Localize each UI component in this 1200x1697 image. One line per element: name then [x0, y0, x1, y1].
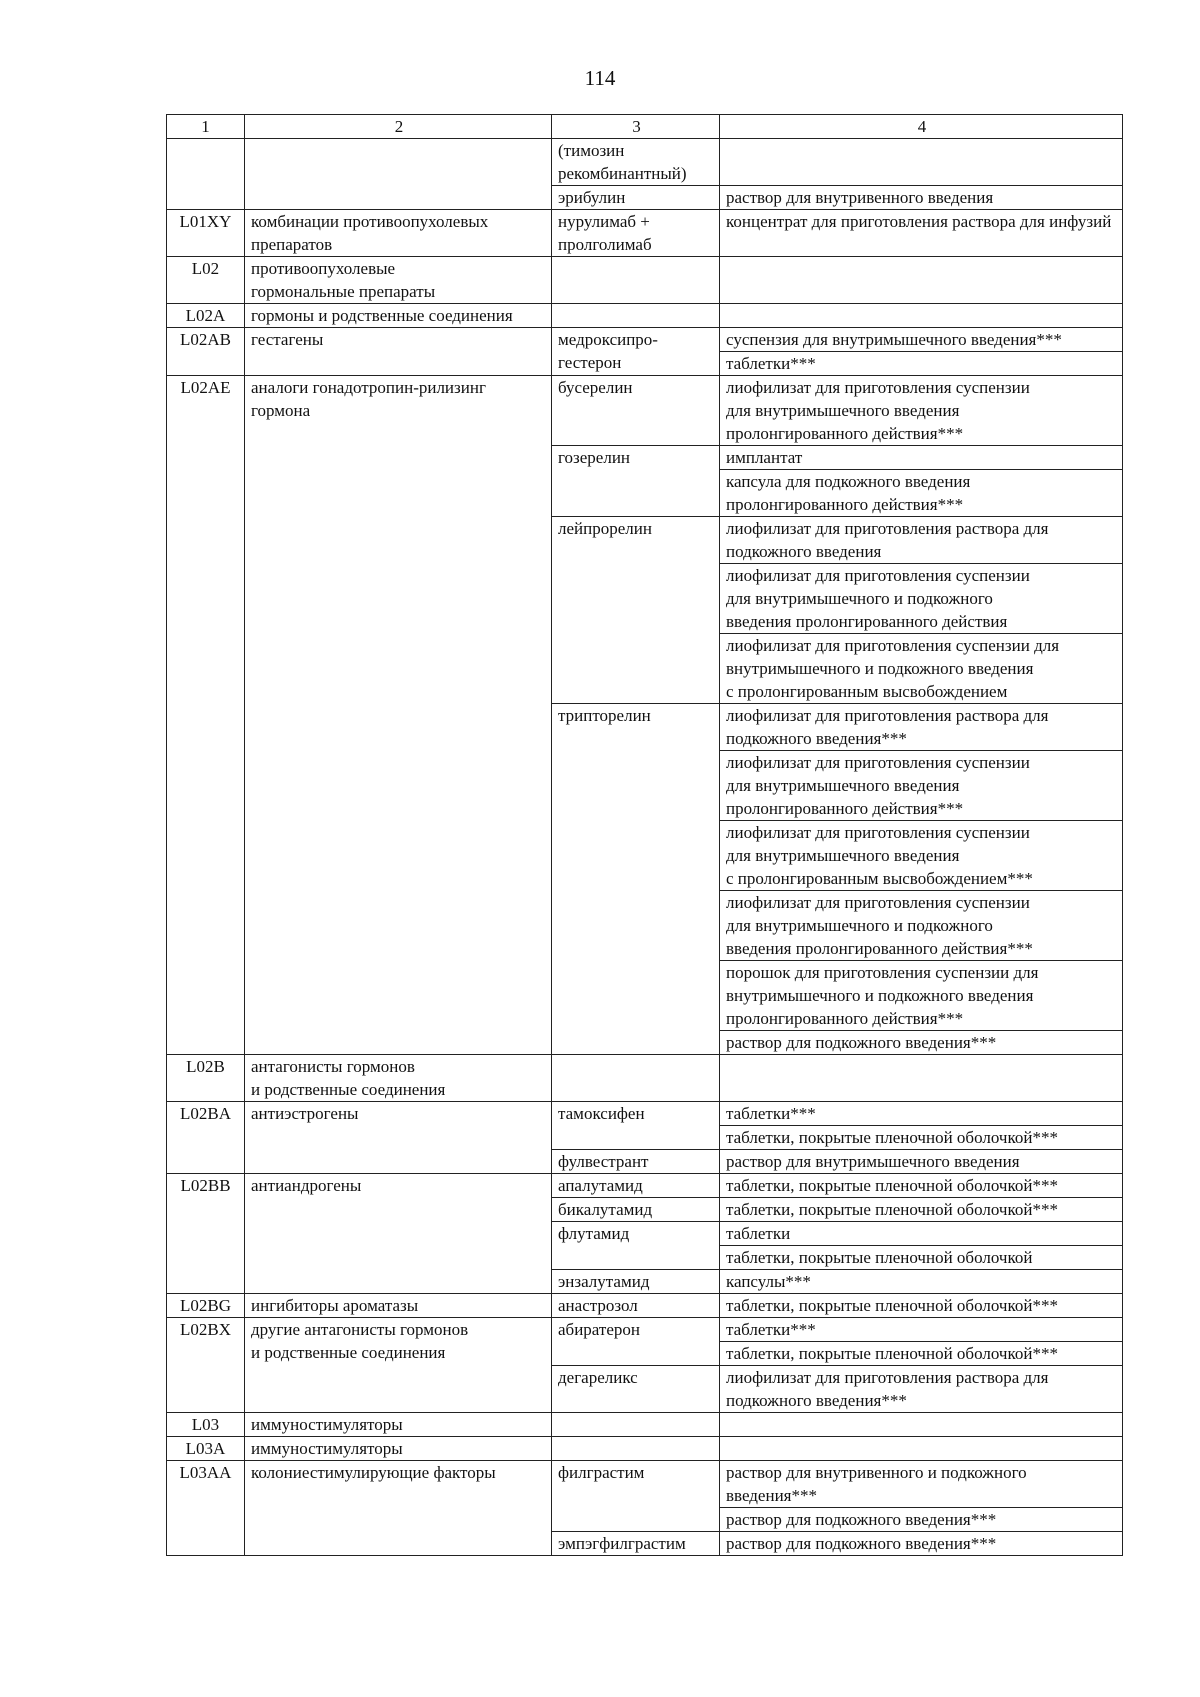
dosage-form-cell: таблетки: [720, 1222, 1123, 1246]
dosage-form-cell: [720, 1413, 1123, 1437]
dosage-form-cell: раствор для внутривенного и подкожного введения***: [720, 1461, 1123, 1508]
drug-name-cell: [552, 257, 720, 304]
table-body: [167, 115, 1123, 1556]
dosage-form-cell: раствор для внутривенного введения: [720, 186, 1123, 210]
drug-name-cell: бикалутамид: [552, 1198, 720, 1222]
atc-code-cell: L03: [167, 1413, 245, 1437]
group-name-cell: другие антагонисты гормонов и родственные соединения: [245, 1318, 552, 1413]
dosage-form-cell: таблетки, покрытые пленочной оболочкой***: [720, 1294, 1123, 1318]
table-row: [167, 1413, 1123, 1437]
dosage-form-cell: лиофилизат для приготовления суспензии для внутримышечного и подкожного введения пролонгированного действия***: [720, 891, 1123, 961]
atc-code-cell: L02B: [167, 1055, 245, 1102]
dosage-form-cell: капсулы***: [720, 1270, 1123, 1294]
drug-name-cell: трипторелин: [552, 704, 720, 1055]
table-row: [167, 257, 1123, 304]
group-name-cell: противоопухолевые гормональные препараты: [245, 257, 552, 304]
atc-code-cell: [167, 139, 245, 210]
atc-code-cell: L02BG: [167, 1294, 245, 1318]
table-row: [167, 376, 1123, 446]
dosage-form-cell: таблетки, покрытые пленочной оболочкой***: [720, 1198, 1123, 1222]
atc-code-cell: L02A: [167, 304, 245, 328]
group-name-cell: иммуностимуляторы: [245, 1413, 552, 1437]
drug-name-cell: флутамид: [552, 1222, 720, 1270]
table-row: [167, 1318, 1123, 1342]
drug-name-cell: [552, 1413, 720, 1437]
atc-code-cell: L02: [167, 257, 245, 304]
atc-code-cell: L02AE: [167, 376, 245, 1055]
drug-name-cell: апалутамид: [552, 1174, 720, 1198]
drug-name-cell: медроксипро- гестерон: [552, 328, 720, 376]
group-name-cell: комбинации противоопухолевых препаратов: [245, 210, 552, 257]
drug-name-cell: [552, 1437, 720, 1461]
header-cell: 2: [245, 115, 552, 139]
dosage-form-cell: суспензия для внутримышечного введения***: [720, 328, 1123, 352]
group-name-cell: [245, 139, 552, 210]
table-row: [167, 1174, 1123, 1198]
atc-code-cell: L02BA: [167, 1102, 245, 1174]
dosage-form-cell: [720, 1055, 1123, 1102]
group-name-cell: антагонисты гормонов и родственные соединения: [245, 1055, 552, 1102]
group-name-cell: иммуностимуляторы: [245, 1437, 552, 1461]
dosage-form-cell: имплантат: [720, 446, 1123, 470]
table-header-row: [167, 115, 1123, 139]
drug-name-cell: лейпрорелин: [552, 517, 720, 704]
table-row: [167, 1055, 1123, 1102]
drug-table: [166, 114, 1123, 1556]
dosage-form-cell: порошок для приготовления суспензии для внутримышечного и подкожного введения пролонгированного действия***: [720, 961, 1123, 1031]
dosage-form-cell: таблетки***: [720, 1318, 1123, 1342]
dosage-form-cell: таблетки, покрытые пленочной оболочкой***: [720, 1174, 1123, 1198]
dosage-form-cell: раствор для подкожного введения***: [720, 1532, 1123, 1556]
dosage-form-cell: таблетки, покрытые пленочной оболочкой***: [720, 1342, 1123, 1366]
dosage-form-cell: таблетки***: [720, 352, 1123, 376]
group-name-cell: ингибиторы ароматазы: [245, 1294, 552, 1318]
atc-code-cell: L02AB: [167, 328, 245, 376]
group-name-cell: гормоны и родственные соединения: [245, 304, 552, 328]
table-row: [167, 139, 1123, 186]
atc-code-cell: L03AA: [167, 1461, 245, 1556]
dosage-form-cell: лиофилизат для приготовления суспензии для внутримышечного и подкожного введения пролонгированного действия: [720, 564, 1123, 634]
table-row: [167, 1437, 1123, 1461]
drug-name-cell: нурулимаб + пролголимаб: [552, 210, 720, 257]
drug-name-cell: бусерелин: [552, 376, 720, 446]
atc-code-cell: L02BB: [167, 1174, 245, 1294]
dosage-form-cell: лиофилизат для приготовления суспензии для внутримышечного введения пролонгированного действия***: [720, 751, 1123, 821]
dosage-form-cell: таблетки, покрытые пленочной оболочкой: [720, 1246, 1123, 1270]
atc-code-cell: L03A: [167, 1437, 245, 1461]
drug-name-cell: [552, 1055, 720, 1102]
dosage-form-cell: лиофилизат для приготовления раствора для подкожного введения***: [720, 1366, 1123, 1413]
drug-name-cell: анастрозол: [552, 1294, 720, 1318]
dosage-form-cell: [720, 1437, 1123, 1461]
dosage-form-cell: [720, 304, 1123, 328]
group-name-cell: антиандрогены: [245, 1174, 552, 1294]
dosage-form-cell: раствор для подкожного введения***: [720, 1508, 1123, 1532]
dosage-form-cell: раствор для подкожного введения***: [720, 1031, 1123, 1055]
dosage-form-cell: капсула для подкожного введения пролонгированного действия***: [720, 470, 1123, 517]
table-row: [167, 1294, 1123, 1318]
dosage-form-cell: [720, 257, 1123, 304]
drug-name-cell: филграстим: [552, 1461, 720, 1532]
group-name-cell: антиэстрогены: [245, 1102, 552, 1174]
group-name-cell: гестагены: [245, 328, 552, 376]
header-cell: 1: [167, 115, 245, 139]
drug-name-cell: тамоксифен: [552, 1102, 720, 1150]
dosage-form-cell: таблетки***: [720, 1102, 1123, 1126]
dosage-form-cell: лиофилизат для приготовления раствора для подкожного введения: [720, 517, 1123, 564]
drug-name-cell: (тимозин рекомбинантный): [552, 139, 720, 186]
header-cell: 4: [720, 115, 1123, 139]
table-row: [167, 210, 1123, 257]
dosage-form-cell: таблетки, покрытые пленочной оболочкой***: [720, 1126, 1123, 1150]
table-row: [167, 1461, 1123, 1508]
dosage-form-cell: лиофилизат для приготовления суспензии для внутримышечного введения с пролонгированным высвобождением***: [720, 821, 1123, 891]
dosage-form-cell: лиофилизат для приготовления суспензии для внутримышечного введения пролонгированного действия***: [720, 376, 1123, 446]
dosage-form-cell: лиофилизат для приготовления суспензии для внутримышечного и подкожного введения с пролонгированным высвобождением: [720, 634, 1123, 704]
drug-name-cell: фулвестрант: [552, 1150, 720, 1174]
drug-name-cell: энзалутамид: [552, 1270, 720, 1294]
table-row: [167, 304, 1123, 328]
drug-name-cell: дегареликс: [552, 1366, 720, 1413]
atc-code-cell: L02BX: [167, 1318, 245, 1413]
drug-name-cell: абиратерон: [552, 1318, 720, 1366]
group-name-cell: аналоги гонадотропин-рилизинг гормона: [245, 376, 552, 1055]
dosage-form-cell: концентрат для приготовления раствора для инфузий: [720, 210, 1123, 257]
dosage-form-cell: [720, 139, 1123, 186]
atc-code-cell: L01XY: [167, 210, 245, 257]
table-row: [167, 328, 1123, 352]
header-cell: 3: [552, 115, 720, 139]
dosage-form-cell: раствор для внутримышечного введения: [720, 1150, 1123, 1174]
dosage-form-cell: лиофилизат для приготовления раствора для подкожного введения***: [720, 704, 1123, 751]
table-row: [167, 1102, 1123, 1126]
drug-name-cell: [552, 304, 720, 328]
drug-name-cell: эмпэгфилграстим: [552, 1532, 720, 1556]
page-number: 114: [584, 66, 616, 90]
drug-name-cell: гозерелин: [552, 446, 720, 517]
drug-name-cell: эрибулин: [552, 186, 720, 210]
group-name-cell: колониестимулирующие факторы: [245, 1461, 552, 1556]
